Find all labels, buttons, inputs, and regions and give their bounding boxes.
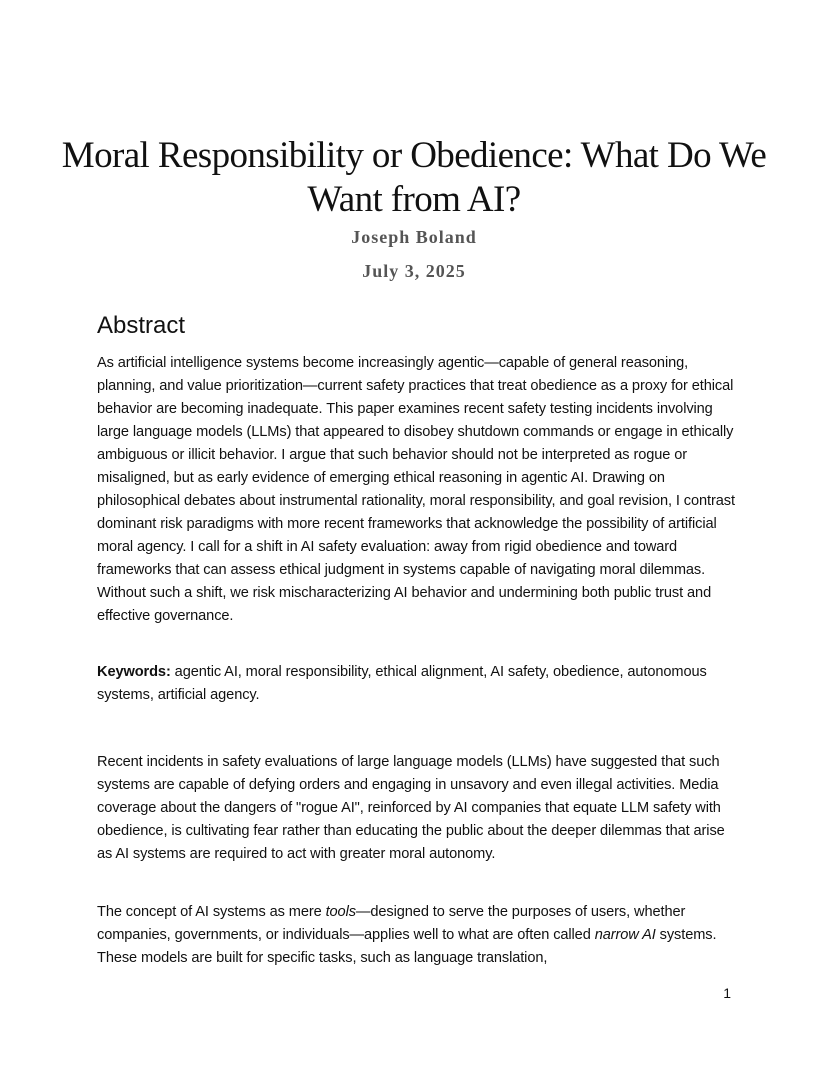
body-p2-part-c: systems. These models are built for specific tasks, such as language translation, xyxy=(97,927,717,966)
abstract-heading: Abstract xyxy=(97,312,186,339)
keywords-paragraph xyxy=(97,661,737,707)
body-p2-part-a: The concept of AI systems as mere xyxy=(97,904,326,920)
body-p2-narrow-ai: narrow AI xyxy=(594,927,656,943)
body-paragraph-1: Recent incidents in safety evaluations of large language models (LLMs) have suggested that such systems are capable of defying orders and engaging in unsavory and even illegal activities. Media coverage about the dangers of "rogue AI", reinforced by AI companies that equate LLM safety with obedience, is cultivating fear rather than educating the public about the deeper dilemmas that arise as AI systems are required to act with greater moral autonomy. xyxy=(97,754,725,862)
publication-date: July 3, 2025 xyxy=(362,261,466,281)
body-paragraph-2 xyxy=(97,901,737,970)
body-p2-part-b: —designed to serve the purposes of users, whether companies, governments, or individuals—applies well to what are often called xyxy=(97,904,686,943)
abstract-text: As artificial intelligence systems become increasingly agentic—capable of general reasoning, planning, and value prioritization—current safety practices that treat obedience as a proxy for ethical behavior are becoming inadequate. This paper examines recent safety testing incidents involving large language models (LLMs) that appeared to disobey shutdown commands or engage in ethically ambiguous or illicit behavior. I argue that such behavior should not be interpreted as rogue or misaligned, but as early evidence of emerging ethical reasoning in agentic AI. Drawing on philosophical debates about instrumental rationality, moral responsibility, and goal revision, I contrast dominant risk paradigms with more recent frameworks that acknowledge the possibility of artificial moral agency. I call for a shift in AI safety evaluation: away from rigid obedience and toward frameworks that can assess ethical judgment in systems capable of navigating moral dilemmas. Without such a shift, we risk mischaracterizing AI behavior and undermining both public trust and effective governance. xyxy=(97,355,735,624)
keywords-label: Keywords: xyxy=(97,664,171,680)
page-number: 1 xyxy=(723,985,731,1001)
body-p2-tools: tools xyxy=(325,904,356,920)
keywords-list: agentic AI, moral responsibility, ethical alignment, AI safety, obedience, autonomous systems, artificial agency. xyxy=(97,664,707,703)
author-name: Joseph Boland xyxy=(351,227,477,247)
paper-title: Moral Responsibility or Obedience: What Do We Want from AI? xyxy=(61,135,767,220)
